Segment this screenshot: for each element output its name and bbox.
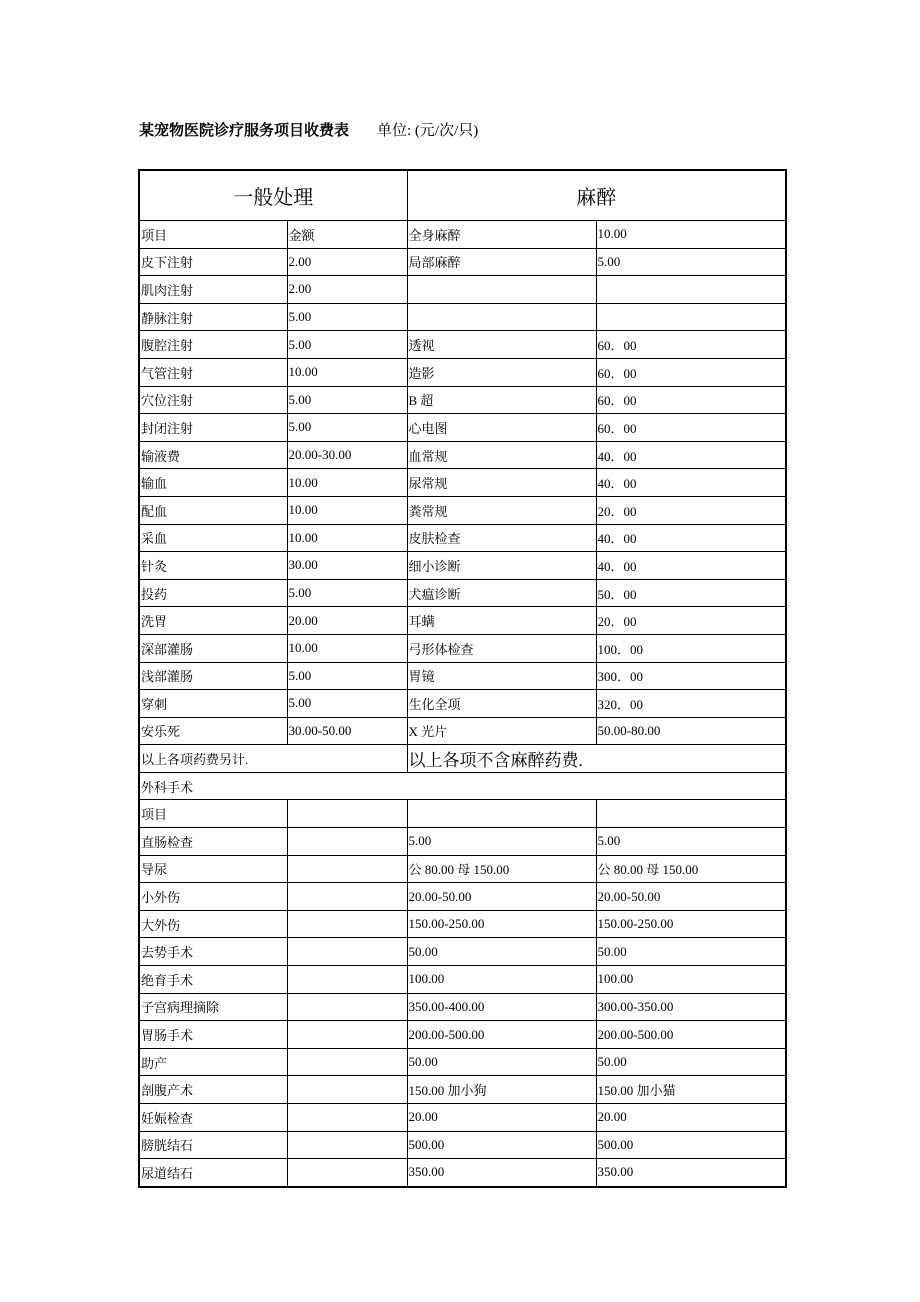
table-cell: 5.00 xyxy=(596,248,786,276)
table-cell: 100.00 xyxy=(407,966,596,994)
table-cell: 30.00 xyxy=(287,552,407,580)
table-row xyxy=(139,303,786,331)
table-cell xyxy=(287,1159,407,1187)
table-cell: 心电图 xyxy=(407,414,596,442)
table-cell xyxy=(287,1076,407,1104)
table-cell: 150.00-250.00 xyxy=(596,910,786,938)
table-cell: 5.00 xyxy=(287,386,407,414)
table-cell: 100．00 xyxy=(596,634,786,662)
table-row xyxy=(139,1076,786,1104)
table-cell: 10.00 xyxy=(596,221,786,249)
table-row xyxy=(139,248,786,276)
unit-label: 单位: (元/次/只) xyxy=(377,123,479,139)
table-row xyxy=(139,607,786,635)
table-cell: 30.00-50.00 xyxy=(287,717,407,745)
table-row xyxy=(139,331,786,359)
table-cell: 去势手术 xyxy=(139,938,287,966)
table-cell: 5.00 xyxy=(287,690,407,718)
table-cell: 腹腔注射 xyxy=(139,331,287,359)
table-cell: 封闭注射 xyxy=(139,414,287,442)
table-cell: 10.00 xyxy=(287,496,407,524)
table-cell: 60．00 xyxy=(596,414,786,442)
table-cell: 浅部灌肠 xyxy=(139,662,287,690)
table-cell xyxy=(287,993,407,1021)
table-cell: 350.00 xyxy=(596,1159,786,1187)
surgery-title-row xyxy=(139,772,786,800)
table-cell: 剖腹产术 xyxy=(139,1076,287,1104)
table-cell: 静脉注射 xyxy=(139,303,287,331)
table-cell: 50．00 xyxy=(596,579,786,607)
table-cell: 膀胱结石 xyxy=(139,1131,287,1159)
table-row xyxy=(139,1048,786,1076)
table-cell: 150.00 加小狗 xyxy=(407,1076,596,1104)
table-cell: 60．00 xyxy=(596,358,786,386)
table-cell: 子宫病理摘除 xyxy=(139,993,287,1021)
table-cell: 粪常规 xyxy=(407,496,596,524)
table-cell: 20.00-50.00 xyxy=(596,883,786,911)
table-cell: 20.00-30.00 xyxy=(287,441,407,469)
table-cell: 20．00 xyxy=(596,607,786,635)
fee-table xyxy=(138,169,787,1188)
table-row xyxy=(139,993,786,1021)
table-cell: 500.00 xyxy=(596,1131,786,1159)
table-cell: 10.00 xyxy=(287,634,407,662)
table-cell: 生化全项 xyxy=(407,690,596,718)
table-cell: 5.00 xyxy=(287,303,407,331)
table-cell: 300．00 xyxy=(596,662,786,690)
table-cell: X 光片 xyxy=(407,717,596,745)
table-cell: 肌肉注射 xyxy=(139,276,287,304)
document-title xyxy=(139,119,478,140)
table-cell xyxy=(287,800,407,828)
table-cell: 320．00 xyxy=(596,690,786,718)
table-row xyxy=(139,496,786,524)
table-row xyxy=(139,800,786,828)
table-cell: 耳螨 xyxy=(407,607,596,635)
table-row xyxy=(139,524,786,552)
table-cell: 投药 xyxy=(139,579,287,607)
table-cell: 10.00 xyxy=(287,469,407,497)
table-cell: 皮肤检查 xyxy=(407,524,596,552)
table-cell: 2.00 xyxy=(287,248,407,276)
table-cell: 全身麻醉 xyxy=(407,221,596,249)
table-row xyxy=(139,883,786,911)
table-cell: 20．00 xyxy=(596,496,786,524)
note-drug-fee: 以上各项药费另计. xyxy=(139,745,407,773)
table-cell: 局部麻醉 xyxy=(407,248,596,276)
table-cell: B 超 xyxy=(407,386,596,414)
table-cell xyxy=(287,966,407,994)
table-cell: 50.00 xyxy=(596,1048,786,1076)
table-cell: 10.00 xyxy=(287,358,407,386)
table-row xyxy=(139,910,786,938)
table-row xyxy=(139,1104,786,1132)
table-cell: 配血 xyxy=(139,496,287,524)
table-row xyxy=(139,552,786,580)
header-anesthesia: 麻醉 xyxy=(407,170,786,221)
table-cell: 5.00 xyxy=(287,331,407,359)
table-cell xyxy=(407,276,596,304)
table-cell: 100.00 xyxy=(596,966,786,994)
table-cell: 项目 xyxy=(139,800,287,828)
table-cell: 150.00-250.00 xyxy=(407,910,596,938)
table-cell: 深部灌肠 xyxy=(139,634,287,662)
table-cell: 2.00 xyxy=(287,276,407,304)
table-cell: 穴位注射 xyxy=(139,386,287,414)
table-row xyxy=(139,855,786,883)
table-cell: 安乐死 xyxy=(139,717,287,745)
table-row xyxy=(139,717,786,745)
table-cell xyxy=(287,910,407,938)
table-cell: 350.00-400.00 xyxy=(407,993,596,1021)
table-cell: 洗胃 xyxy=(139,607,287,635)
surgery-section-title: 外科手术 xyxy=(139,772,786,800)
table-cell: 尿道结石 xyxy=(139,1159,287,1187)
table-cell: 造影 xyxy=(407,358,596,386)
table-cell: 50.00-80.00 xyxy=(596,717,786,745)
table-cell: 犬瘟诊断 xyxy=(407,579,596,607)
table-cell: 40．00 xyxy=(596,552,786,580)
table-row xyxy=(139,966,786,994)
table-row xyxy=(139,690,786,718)
table-cell: 金额 xyxy=(287,221,407,249)
table-row xyxy=(139,1131,786,1159)
table-cell: 细小诊断 xyxy=(407,552,596,580)
table-cell: 绝育手术 xyxy=(139,966,287,994)
table-cell: 20.00-50.00 xyxy=(407,883,596,911)
table-cell: 200.00-500.00 xyxy=(596,1021,786,1049)
table-cell: 妊娠检查 xyxy=(139,1104,287,1132)
table-cell: 针灸 xyxy=(139,552,287,580)
table-cell: 小外伤 xyxy=(139,883,287,911)
table-row xyxy=(139,441,786,469)
table-cell: 5.00 xyxy=(287,662,407,690)
table-cell: 输液费 xyxy=(139,441,287,469)
table-cell: 5.00 xyxy=(287,579,407,607)
table-cell: 20.00 xyxy=(287,607,407,635)
table-cell: 胃镜 xyxy=(407,662,596,690)
table-cell: 350.00 xyxy=(407,1159,596,1187)
table-cell xyxy=(287,855,407,883)
table-row xyxy=(139,579,786,607)
table-cell: 50.00 xyxy=(596,938,786,966)
table-cell: 直肠检查 xyxy=(139,828,287,856)
table-cell: 50.00 xyxy=(407,1048,596,1076)
table-cell: 20.00 xyxy=(407,1104,596,1132)
table-row xyxy=(139,828,786,856)
table-cell: 40．00 xyxy=(596,524,786,552)
table-row xyxy=(139,469,786,497)
header-general: 一般处理 xyxy=(139,170,407,221)
table-cell: 40．00 xyxy=(596,441,786,469)
notes-row xyxy=(139,745,786,773)
note-anesthesia-fee: 以上各项不含麻醉药费. xyxy=(407,745,786,773)
table-cell: 血常规 xyxy=(407,441,596,469)
table-cell: 胃肠手术 xyxy=(139,1021,287,1049)
table-cell xyxy=(287,938,407,966)
table-cell: 5.00 xyxy=(407,828,596,856)
table-cell: 项目 xyxy=(139,221,287,249)
table-cell: 尿常规 xyxy=(407,469,596,497)
table-cell xyxy=(287,1048,407,1076)
table-cell: 弓形体检查 xyxy=(407,634,596,662)
table-cell xyxy=(287,1104,407,1132)
table-cell: 大外伤 xyxy=(139,910,287,938)
table-cell: 5.00 xyxy=(596,828,786,856)
table-row xyxy=(139,1159,786,1187)
table-cell: 200.00-500.00 xyxy=(407,1021,596,1049)
table-cell: 300.00-350.00 xyxy=(596,993,786,1021)
table-cell xyxy=(596,303,786,331)
table-cell xyxy=(407,800,596,828)
table-cell: 500.00 xyxy=(407,1131,596,1159)
table-cell: 穿刺 xyxy=(139,690,287,718)
table-cell: 10.00 xyxy=(287,524,407,552)
table-cell: 透视 xyxy=(407,331,596,359)
table-cell xyxy=(287,1131,407,1159)
table-cell xyxy=(596,800,786,828)
table-row xyxy=(139,634,786,662)
table-cell: 皮下注射 xyxy=(139,248,287,276)
table-cell: 60．00 xyxy=(596,331,786,359)
table-cell: 公 80.00 母 150.00 xyxy=(596,855,786,883)
table-row xyxy=(139,386,786,414)
table-row xyxy=(139,414,786,442)
table-cell: 输血 xyxy=(139,469,287,497)
table-cell xyxy=(407,303,596,331)
table-cell: 5.00 xyxy=(287,414,407,442)
table-cell: 采血 xyxy=(139,524,287,552)
table-row xyxy=(139,938,786,966)
table-row xyxy=(139,1021,786,1049)
table-cell xyxy=(287,828,407,856)
table-cell: 40．00 xyxy=(596,469,786,497)
table-cell xyxy=(287,883,407,911)
table-cell: 导尿 xyxy=(139,855,287,883)
table-title: 某宠物医院诊疗服务项目收费表 xyxy=(139,121,350,139)
table-cell xyxy=(287,1021,407,1049)
table-cell: 60．00 xyxy=(596,386,786,414)
table-cell: 20.00 xyxy=(596,1104,786,1132)
table-header-row xyxy=(139,170,786,221)
table-row xyxy=(139,358,786,386)
table-cell: 50.00 xyxy=(407,938,596,966)
table-cell xyxy=(596,276,786,304)
table-row xyxy=(139,221,786,249)
table-cell: 气管注射 xyxy=(139,358,287,386)
table-cell: 助产 xyxy=(139,1048,287,1076)
table-cell: 公 80.00 母 150.00 xyxy=(407,855,596,883)
table-cell: 150.00 加小猫 xyxy=(596,1076,786,1104)
table-row xyxy=(139,276,786,304)
table-row xyxy=(139,662,786,690)
